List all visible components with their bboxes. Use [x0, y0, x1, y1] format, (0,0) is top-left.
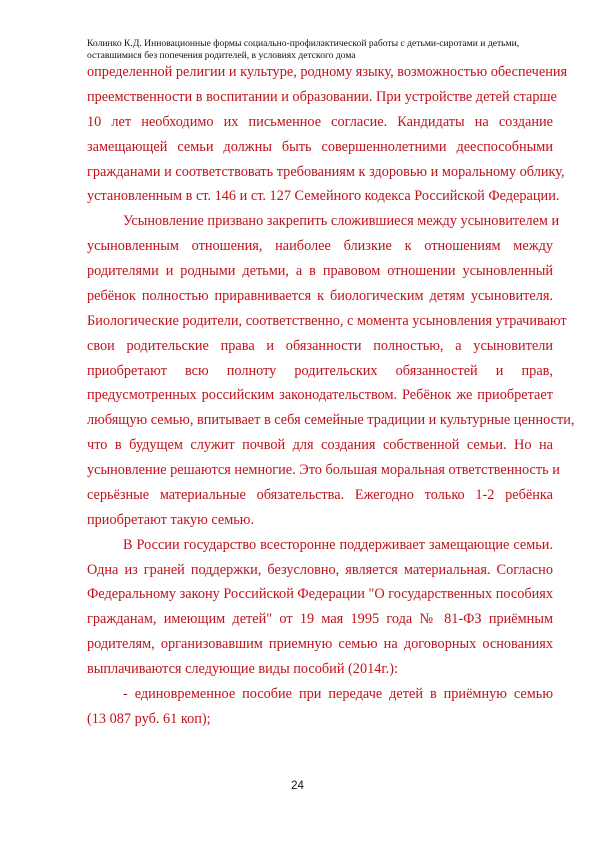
- body-line: 10 лет необходимо их письменное согласие. Кандидаты на создание: [87, 113, 553, 130]
- body-line: (13 087 руб. 61 коп);: [87, 710, 211, 727]
- document-body: [87, 60, 575, 732]
- body-line: приобретают такую семью.: [87, 511, 255, 528]
- running-header-line-2: оставшимися без попечения родителей, в условиях детского дома: [87, 50, 356, 61]
- body-line: замещающей семьи должны быть совершеннолетними дееспособными: [87, 138, 553, 155]
- body-line: что в будущем служит почвой для создания собственной семьи. Но на: [87, 437, 553, 454]
- body-line: определенной религии и культуре, родному языку, возможностью обеспечения: [87, 64, 568, 80]
- body-line: предусмотренных российским законодательством. Ребёнок же приобретает: [87, 387, 553, 404]
- body-line: гражданами и соответствовать требованиям к здоровью и моральному облику,: [87, 163, 565, 180]
- paragraph-start-line: Усыновление призвано закрепить сложившиеся между усыновителем и: [123, 213, 560, 230]
- body-line: серьёзные материальные обязательства. Ежегодно только 1-2 ребёнка: [87, 486, 553, 503]
- body-line: приобретают всю полноту родительских обязанностей и прав,: [87, 362, 553, 379]
- page-number: 24: [291, 780, 304, 792]
- body-line: любящую семью, впитывает в себя семейные традиции и культурные ценности,: [87, 412, 575, 429]
- body-line: ребёнок полностью приравнивается к биологическим детям усыновителя.: [87, 287, 553, 304]
- body-line: родителям, организовавшим приемную семью на договорных основаниях: [87, 636, 553, 653]
- body-line: Биологические родители, соответственно, с момента усыновления утрачивают: [87, 312, 567, 329]
- list-item-line: - единовременное пособие при передаче детей в приёмную семью: [123, 685, 553, 702]
- running-header: [87, 38, 547, 62]
- running-header-line-1: Колинко К.Д. Инновационные формы социально-профилактической работы с детьми-сиротами и детьми,: [87, 38, 520, 49]
- paragraph-start-line: В России государство всесторонне поддерживает замещающие семьи.: [123, 536, 553, 553]
- body-line: гражданам, имеющим детей" от 19 мая 1995 года № 81-ФЗ приёмным: [87, 611, 553, 628]
- body-line: установленным в ст. 146 и ст. 127 Семейного кодекса Российской Федерации.: [87, 188, 560, 205]
- body-line: преемственности в воспитании и образовании. При устройстве детей старше: [87, 88, 557, 105]
- body-line: Одна из граней поддержки, безусловно, является материальная. Согласно: [87, 561, 553, 578]
- body-line: Федеральному закону Российской Федерации "О государственных пособиях: [87, 586, 553, 603]
- body-line: усыновление решаются немногие. Это большая моральная ответственность и: [87, 462, 560, 478]
- body-line: усыновленным отношения, наиболее близкие к отношениям между: [87, 238, 553, 255]
- body-line: родителями и родными детьми, а в правовом отношении усыновленный: [87, 263, 553, 279]
- body-line: выплачиваются следующие виды пособий (2014г.):: [87, 661, 398, 677]
- body-line: свои родительские права и обязанности полностью, а усыновители: [87, 337, 553, 354]
